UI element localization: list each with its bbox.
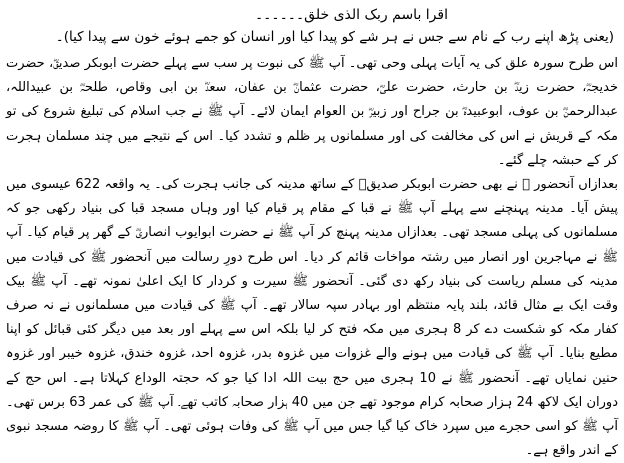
- verse-translation: (یعنی پڑھ اپنے رب کے نام سے جس نے ہر شے کو پیدا کیا اور انسان کو جمے ہوئے خون سے پیدا کیا)۔: [55, 29, 614, 45]
- paragraph-second: بعدازاں آنحضور ﷺ نے بھی حضرت ابوبکر صدیقؓ کے ساتھ مدینہ کی جانب ہجرت کی۔ یہ واقعہ 622 عیسوی میں پیش آیا۔ مدینہ پہنچنے سے پہلے آپ ﷺ نے قبا کے مقام پر قیام کیا اور وہاں مسجد قبا کی بنیاد رکھی جو کہ مسلمانوں کی پہلی مسجد تھی۔ بعدازاں مدینہ پہنچ کر آپ ﷺ نے حضرت ابوایوب انصاریؓ کے گھر پر قیام کیا۔ آپ ﷺ نے مہاجرین اور انصار میں رشتہ مواخات قائم کر دیا۔ اس طرح دورِ رسالت میں آنحضور ﷺ کی قیادت میں مدینہ کی مسلم ریاست کی بنیاد رکھ دی گئی۔ آنحضور ﷺ سیرت و کردار کا ایک اعلیٰ نمونہ تھے۔ آپ ﷺ بیک وقت ایک بے مثال قائد، بلند پایہ منتظم اور بہادر سپہ سالار تھے۔ آپ ﷺ کی قیادت میں مسلمانوں نے نہ صرف کفار مکہ کو شکست دے کر 8 ہجری میں مکہ فتح کر لیا بلکہ اس سے پہلے اور بعد میں دیگر کئی قبائل کو اپنا مطیع بنایا۔ آپ ﷺ کی قیادت میں ہونے والے غزوات میں غزوہ بدر، غزوہ احد، غزوہ خندق، غزوہ خیبر اور غزوہ حنین نمایاں تھے۔ آنحضور ﷺ نے 10 ہجری میں حج بیت اللہ ادا کیا جو کہ حجتہ الوداع کہلاتا ہے۔ اس حج کے دوران ایک لاکھ 24 ہزار صحابہ کرام موجود تھے جن میں 40 ہزار صحابہ کاتب تھے۔ آپ ﷺ کی عمر 63 برس تھی۔ آپ ﷺ کو اسی حجرے میں سپرد خاک کیا گیا جس میں آپ ﷺ کی وفات ہوئی تھی۔ آپ ﷺ کا روضہ مسجد نبوی کے اندر واقع ہے۔: [6, 177, 619, 459]
- body-text: [6, 52, 618, 463]
- paragraph-first: اس طرح سورہ علق کی یہ آیات پہلی وحی تھی۔ آپ ﷺ کی نبوت پر سب سے پہلے حضرت ابوبکر صدیقؓ، حضرت خدیجہؓ، حضرت زیدؓ بن حارث، حضرت علیؓ، حضرت عثمانؓ بن عفان، سعدؓ بن ابی وقاص، طلحہؓ بن عبیداللہ، عبدالرحمنؓ بن عوف، ابوعبیدہؓ بن جراح اور زبیرؓ بن العوام ایمان لائے۔ آپ ﷺ نے جب اسلام کی تبلیغ شروع کی تو مکہ کے قریش نے اس کی مخالفت کی اور مسلمانوں پر ظلم و تشدد کیا۔ اس کے نتیجے میں چند مسلمان ہجرت کر کے حبشہ چلے گئے۔: [6, 56, 618, 168]
- verse-heading: اقرا باسم ربک الذی خلق۔۔۔۔۔۔: [254, 7, 448, 23]
